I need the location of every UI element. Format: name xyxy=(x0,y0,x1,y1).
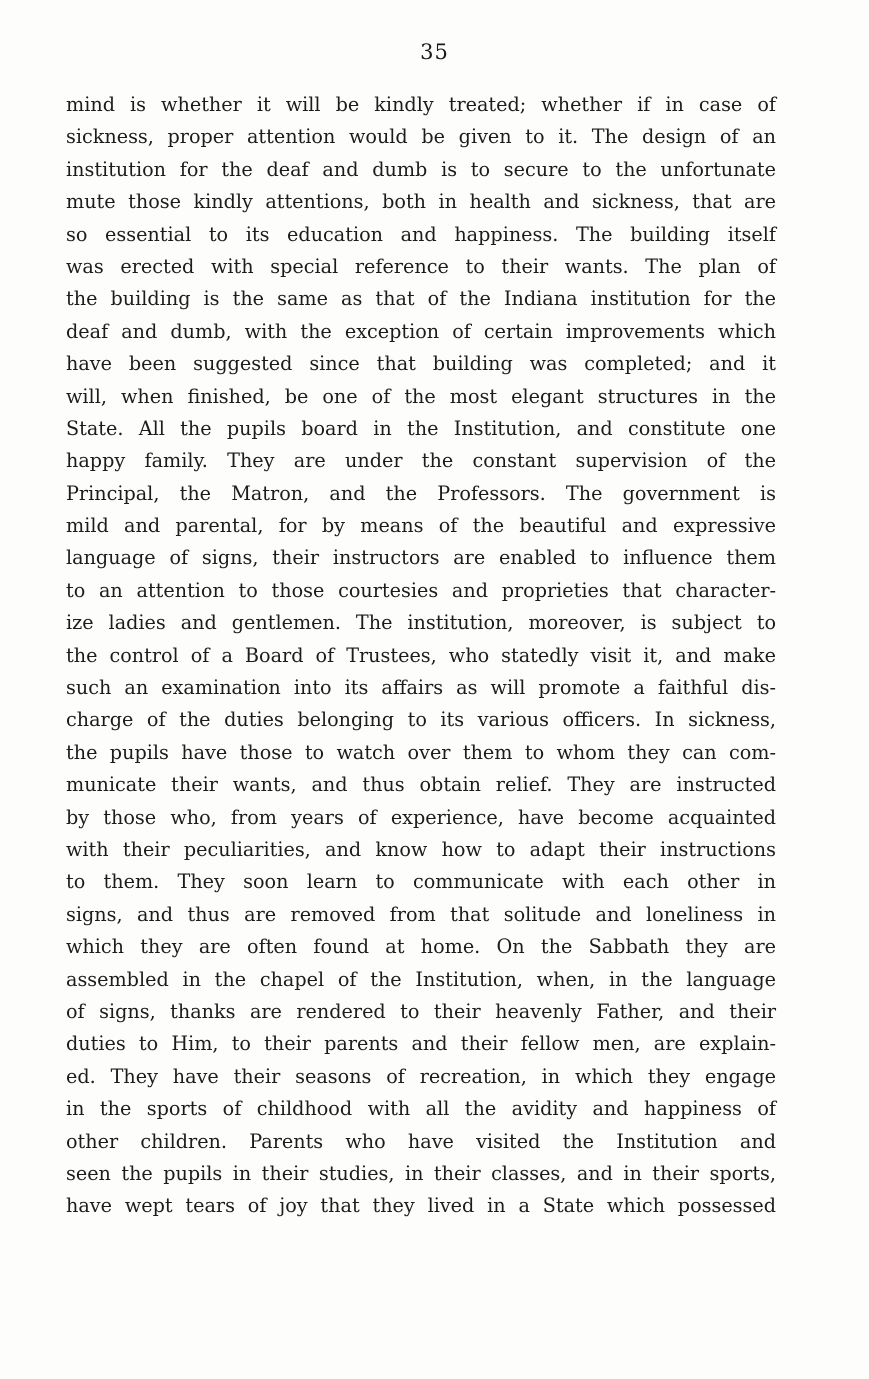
text-line: deaf and dumb, with the exception of certain improvements which xyxy=(66,319,776,343)
text-line: ed. They have their seasons of recreation, in which they engage xyxy=(66,1064,776,1088)
text-line: ize ladies and gentlemen. The institution, moreover, is subject to xyxy=(66,611,776,635)
text-line: happy family. They are under the constant supervision of the xyxy=(66,449,776,473)
text-line: such an examination into its affairs as will promote a faithful dis- xyxy=(66,676,776,700)
text-line: language of signs, their instructors are enabled to influence them xyxy=(66,546,776,570)
text-line: mild and parental, for by means of the beautiful and expressive xyxy=(66,514,776,538)
text-line: by those who, from years of experience, have become acquainted xyxy=(66,805,776,829)
text-line: to them. They soon learn to communicate with each other in xyxy=(66,870,776,894)
text-line: have wept tears of joy that they lived in a State which possessed xyxy=(66,1194,776,1218)
text-line: institution for the deaf and dumb is to secure to the unfortunate xyxy=(66,157,776,181)
text-line: charge of the duties belonging to its various officers. In sickness, xyxy=(66,708,776,732)
text-line: of signs, thanks are rendered to their heavenly Father, and their xyxy=(66,999,776,1023)
text-line: mute those kindly attentions, both in health and sickness, that are xyxy=(66,190,776,214)
text-line: which they are often found at home. On the Sabbath they are xyxy=(66,935,776,959)
text-line: duties to Him, to their parents and their fellow men, are explain- xyxy=(66,1032,776,1056)
text-line: municate their wants, and thus obtain relief. They are instructed xyxy=(66,773,776,797)
text-line: seen the pupils in their studies, in their classes, and in their sports, xyxy=(66,1161,776,1185)
text-line: other children. Parents who have visited the Institution and xyxy=(66,1129,776,1153)
text-line: the control of a Board of Trustees, who statedly visit it, and make xyxy=(66,643,776,667)
text-line: sickness, proper attention would be given to it. The design of an xyxy=(66,125,776,149)
text-line: so essential to its education and happiness. The building itself xyxy=(66,222,776,246)
text-line: with their peculiarities, and know how to adapt their instructions xyxy=(66,837,776,861)
text-line: mind is whether it will be kindly treated; whether if in case of xyxy=(66,93,776,116)
text-line: the building is the same as that of the Indiana institution for the xyxy=(66,287,776,311)
text-line: State. All the pupils board in the Institution, and constitute one xyxy=(66,416,776,440)
text-line: the pupils have those to watch over them to whom they can com- xyxy=(66,740,776,764)
text-line: to an attention to those courtesies and proprieties that character- xyxy=(66,578,776,602)
text-line: have been suggested since that building was completed; and it xyxy=(66,352,776,376)
text-line: assembled in the chapel of the Institution, when, in the language xyxy=(66,967,776,991)
body-paragraph xyxy=(66,89,776,1223)
page-number: 35 xyxy=(420,40,449,64)
text-line: will, when finished, be one of the most elegant structures in the xyxy=(66,384,776,408)
text-line: in the sports of childhood with all the avidity and happiness of xyxy=(66,1097,776,1121)
text-line: was erected with special reference to their wants. The plan of xyxy=(66,254,776,278)
text-line: Principal, the Matron, and the Professors. The government is xyxy=(66,481,776,505)
text-line: signs, and thus are removed from that solitude and loneliness in xyxy=(66,902,776,926)
